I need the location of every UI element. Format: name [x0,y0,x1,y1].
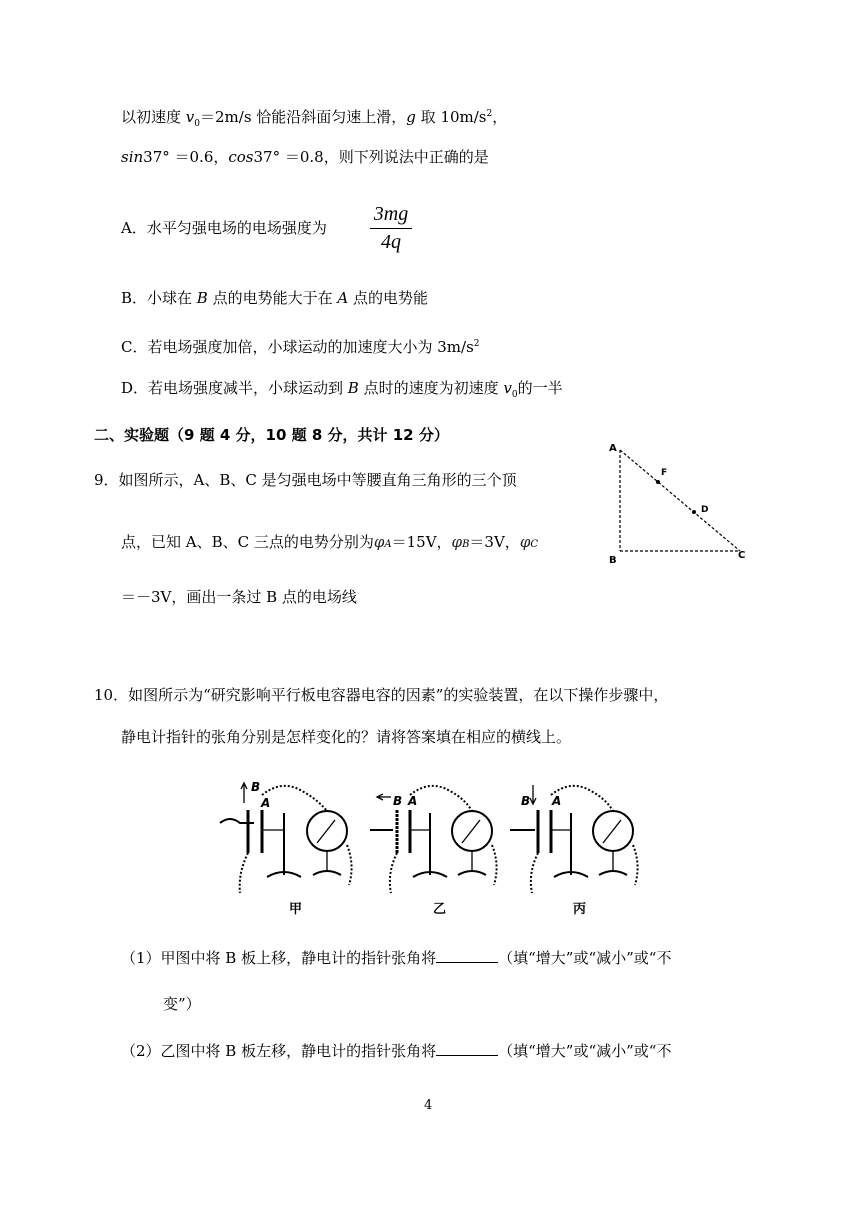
caption-bing: 丙 [573,902,587,917]
section-title: 二、实验题（9 题 4 分，10 题 8 分，共计 12 分） [94,426,449,444]
q9-line-2: 点，已知 A、B、C 三点的电势分别为φA＝15V，φB＝3V，φC [121,533,538,551]
field-strength-fraction: 3mg 4q [370,203,412,254]
panel3-label-a: A [552,794,562,808]
q9-line-1: 9．如图所示，A、B、C 是匀强电场中等腰直角三角形的三个顶 [94,471,517,489]
panel2-label-a: A [408,794,418,808]
answer-blank-2[interactable] [436,1041,498,1056]
label-a: A [609,443,617,454]
caption-jia: 甲 [289,902,303,917]
caption-yi: 乙 [433,902,447,917]
panel1-label-b: B [251,780,261,794]
label-d: D [701,505,709,515]
q10-sub2-line-1: （2）乙图中将 B 板左移，静电计的指针张角将 （填“增大”或“减小”或“不 [121,1042,672,1060]
panel3-label-b: B [521,794,531,808]
answer-blank-1[interactable] [436,948,498,963]
q8-option-c: C．若电场强度加倍，小球运动的加速度大小为 $3m/s^2$ [121,338,480,356]
panel1-label-a: A [261,796,271,810]
q8-line-2: sin37° ＝0.6，cos37° ＝0.8，则下列说法中正确的是 [121,148,489,166]
triangle-figure [600,436,760,571]
q10-sub1-line-2: 变”） [163,995,201,1013]
q8-option-d: D．若电场强度减半，小球运动到 B 点时的速度为初速度 $v_0$的一半 [121,379,563,400]
q8-option-b: B．小球在 B 点的电势能大于在 A 点的电势能 [121,289,428,307]
label-b: B [609,555,617,566]
point-f [656,480,660,484]
page-number: 4 [424,1098,433,1113]
panel2-label-b: B [393,794,403,808]
q10-line-1: 10．如图所示为“研究影响平行板电容器电容的因素”的实验装置，在以下操作步骤中， [94,686,669,704]
point-d [692,510,696,514]
q10-sub1-line-1: （1）甲图中将 B 板上移，静电计的指针张角将 （填“增大”或“减小”或“不 [121,949,672,967]
label-c: C [738,550,746,561]
label-f: F [661,468,668,478]
q8-option-a: A．水平匀强电场的电场强度为 [121,219,327,237]
q8-line-1: 以初速度 $v_0=2m/s$ 恰能沿斜面匀速上滑，g 取 $10m/s^2$， [121,108,508,129]
q9-line-3: ＝－3V，画出一条过 B 点的电场线 [121,588,357,606]
q10-line-2: 静电计指针的张角分别是怎样变化的？请将答案填在相应的横线上。 [121,728,572,746]
capacitor-apparatus-figure [215,775,655,920]
